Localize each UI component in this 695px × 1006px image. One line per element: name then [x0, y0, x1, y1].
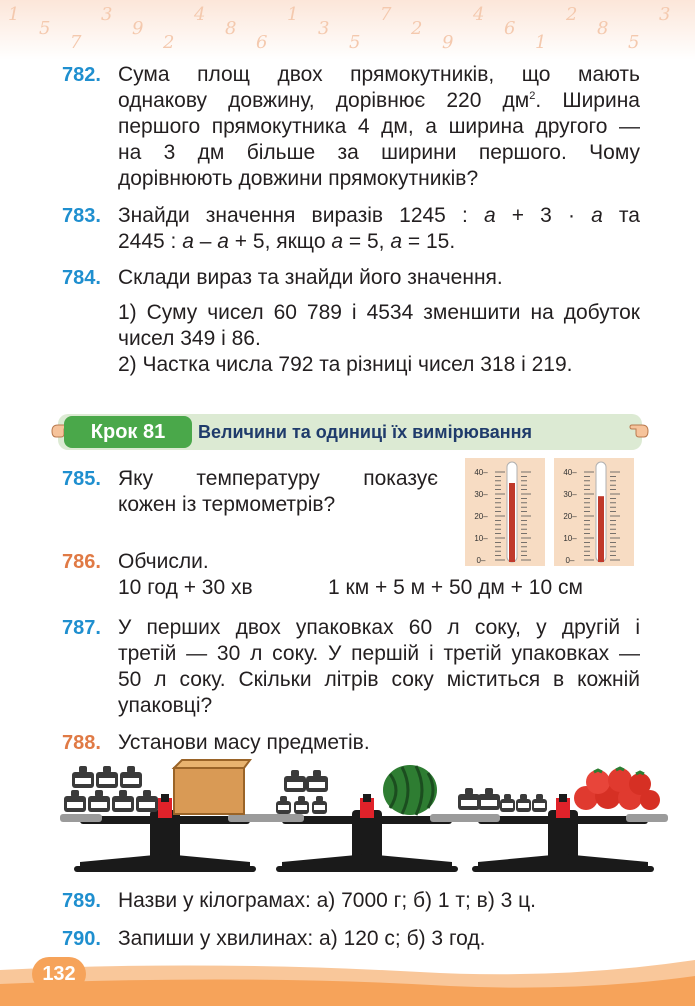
- problem-number-785: 785.: [62, 468, 101, 490]
- text-fragment: = 5,: [343, 230, 391, 253]
- header-digit: 2: [411, 18, 423, 39]
- problem-782-line-1: Сума площ двох прямокутників, що мають: [118, 63, 640, 86]
- scale-with-tomatoes: [458, 768, 668, 872]
- scale-label: 0–: [476, 556, 486, 565]
- problem-782-line-4: на 3 дм більше за ширини першого. Чому: [118, 141, 640, 164]
- step-label: Крок 81: [64, 416, 192, 448]
- problem-782-line-2-text: однакову довжину, дорівнює 220 дм: [118, 89, 530, 112]
- text-fragment: –: [193, 230, 218, 253]
- problem-number-782: 782.: [62, 64, 101, 86]
- header-digit: 1: [8, 4, 20, 25]
- header-digit: 8: [225, 18, 237, 39]
- problem-787-line-2: третій — 30 л соку. У першій і третій упаковках —: [118, 642, 640, 665]
- scale-label: 20–: [563, 512, 577, 521]
- scale-label: 10–: [474, 534, 488, 543]
- problem-784-intro: Склади вираз та знайди його значення.: [118, 266, 503, 289]
- text-fragment: + 5, якщо: [228, 230, 332, 253]
- header-digit: 5: [628, 32, 640, 53]
- problem-number-788: 788.: [62, 732, 101, 754]
- text-fragment: Знайди значення виразів 1245 :: [118, 204, 484, 227]
- text-fragment: + 3 ·: [495, 204, 592, 227]
- header-digit: 3: [101, 4, 113, 25]
- header-digit: 5: [39, 18, 51, 39]
- problem-788-text: Установи масу предметів.: [118, 731, 370, 754]
- step-title: Величини та одиниці їх вимірювання: [198, 422, 533, 442]
- problem-786-intro: Обчисли.: [118, 550, 209, 573]
- problem-783-line-2: [118, 229, 640, 255]
- header-digit: 1: [287, 4, 299, 25]
- problem-number-789: 789.: [62, 890, 101, 912]
- scale-label: 30–: [474, 490, 488, 499]
- problem-787-line-3: 50 л соку. Скільки літрів соку міститься в кожній: [118, 668, 640, 691]
- thermometer-2: [554, 458, 634, 566]
- header-digit: 5: [349, 32, 361, 53]
- variable-a: a: [483, 204, 496, 227]
- header-digit: 2: [163, 32, 175, 53]
- variable-a: a: [591, 204, 603, 227]
- thermometer-1: [465, 458, 545, 566]
- header-digit: 7: [380, 4, 392, 25]
- scale-with-box: [60, 760, 270, 872]
- text-fragment: та: [602, 204, 640, 227]
- scale-label: 10–: [563, 534, 577, 543]
- problem-785-line-1: Яку температуру показує: [118, 467, 438, 490]
- scale-label: 0–: [565, 556, 575, 565]
- balance-scales-image: [60, 758, 670, 878]
- problem-787-line-1: У перших двох упаковках 60 л соку, у другій і: [118, 616, 640, 639]
- header-digit: 1: [535, 32, 547, 53]
- thermometer-1-scale: [465, 458, 545, 566]
- header-digit: 3: [318, 18, 330, 39]
- mercury-column: [598, 496, 604, 562]
- problem-790-text: Запиши у хвилинах: а) 120 с; б) 3 год.: [118, 927, 486, 950]
- problem-784-item-1-line-2: чисел 349 і 86.: [118, 327, 261, 350]
- header-digit: 6: [256, 32, 268, 53]
- problem-number-786: 786.: [62, 551, 101, 573]
- problem-number-783: 783.: [62, 205, 101, 227]
- step-header: [50, 414, 650, 452]
- text-fragment: 2445 :: [118, 230, 183, 253]
- problem-784-item-1-line-1: 1) Суму чисел 60 789 і 4534 зменшити на добуток: [118, 301, 640, 324]
- variable-a: a: [390, 230, 403, 253]
- scale-with-watermelon: [262, 765, 472, 872]
- variable-a: a: [331, 230, 344, 253]
- header-digit: 4: [473, 4, 485, 25]
- page-number: 132: [32, 957, 86, 991]
- variable-a: a: [182, 230, 194, 253]
- problem-782-line-2: [118, 88, 640, 114]
- text-fragment: = 15.: [402, 230, 456, 253]
- scale-label: 30–: [563, 490, 577, 499]
- problem-782-line-3: першого прямокутника 4 дм, а ширина другого —: [118, 115, 640, 138]
- problem-number-784: 784.: [62, 267, 101, 289]
- header-digit: 9: [132, 18, 144, 39]
- problem-number-790: 790.: [62, 928, 101, 950]
- problem-785-line-2: кожен із термометрів?: [118, 493, 336, 516]
- variable-a: a: [217, 230, 229, 253]
- problem-782-text: [118, 62, 640, 192]
- header-digit: 3: [659, 4, 671, 25]
- thermometer-2-scale: [554, 458, 634, 566]
- problem-number-787: 787.: [62, 617, 101, 639]
- problem-783-text: [118, 203, 640, 255]
- problem-785-text: [118, 466, 438, 518]
- problem-782-line-2-tail: . Ширина: [535, 89, 640, 112]
- problem-784-item-2: 2) Частка числа 792 та різниці чисел 318 і 219.: [118, 353, 573, 376]
- problem-789-text: Назви у кілограмах: а) 7000 г; б) 1 т; в) 3 ц.: [118, 889, 537, 912]
- footer-band: [0, 950, 695, 1006]
- header-digit: 2: [566, 4, 578, 25]
- square-superscript: 2: [529, 90, 536, 102]
- scale-label: 20–: [474, 512, 488, 521]
- header-digit: 4: [194, 4, 206, 25]
- header-digit: 7: [70, 32, 82, 53]
- pointing-hand-right-icon: [628, 420, 650, 442]
- problem-786-expr-2: 1 км + 5 м + 50 дм + 10 см: [328, 576, 583, 599]
- problem-782-line-5: дорівнюють довжини прямокутників?: [118, 167, 479, 190]
- problem-787-line-4: упаковці?: [118, 694, 213, 717]
- mercury-column: [509, 483, 515, 562]
- header-band: [0, 0, 695, 60]
- scale-label: 40–: [563, 468, 577, 477]
- header-digit: 8: [597, 18, 609, 39]
- problem-783-line-1: [118, 203, 640, 229]
- problem-786-expr-1: 10 год + 30 хв: [118, 576, 253, 599]
- problem-784-items: [118, 300, 640, 378]
- header-digit: 9: [442, 32, 454, 53]
- header-digit: 6: [504, 18, 516, 39]
- scale-label: 40–: [474, 468, 488, 477]
- problem-787-text: [118, 615, 640, 719]
- balance-scales-illustration: [60, 758, 670, 878]
